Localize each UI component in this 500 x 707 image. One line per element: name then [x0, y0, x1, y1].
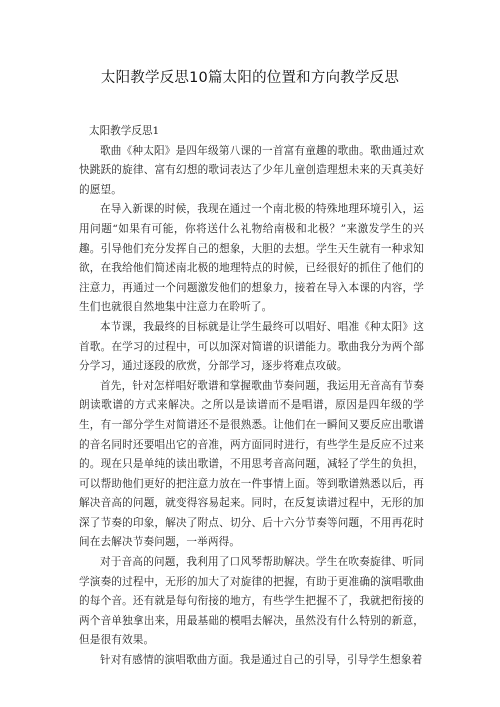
- paragraph: 歌曲《种太阳》是四年级第八课的一首富有童趣的歌曲。歌曲通过欢快跳跃的旋律、富有幻想的歌词表达了少年儿童创造理想未来的天真美好的愿望。: [79, 144, 424, 196]
- page-title: 太阳教学反思10篇太阳的位置和方向教学反思: [100, 70, 400, 86]
- paragraph: 在导入新课的时候，我现在通过一个南北极的特殊地理环境引入，运用问题“如果有可能，你将送什么礼物给南极和北极？”来激发学生的兴趣。引导他们充分发挥自己的想象，大胆的去想。学生天生就有一种求知欲，在我给他们简述南北极的地理特点的时候，已经很好的抓住了他们的注意力，再通过一个问题激发他们的想象力，接着在导入本课的内容，学生们也就很自然地集中注意力在聆听了。: [79, 203, 424, 314]
- paragraph: 针对有感情的演唱歌曲方面。我是通过自己的引导，引导学生想象着: [100, 654, 423, 667]
- paragraph: 对于音高的问题，我利用了口风琴帮助解决。学生在吹奏旋律、听同学演奏的过程中，无形的加大了对旋律的把握，有助于更准确的演唱歌曲的每个音。还有就是每句衔接的地方，有些学生把握不了，我就把衔接的两个音单独拿出来，用最基础的模唱去解决，虽然没有什么特别的新意，但是很有效果。: [79, 556, 424, 647]
- paragraph: 本节课，我最终的目标就是让学生最终可以唱好、唱准《种太阳》这首歌。在学习的过程中，可以加深对简谱的识谱能力。歌曲我分为两个部分学习，通过逐段的欣赏，分部学习，逐步将难点攻破。: [79, 320, 424, 373]
- section-heading: 太阳教学反思1: [89, 125, 160, 137]
- paragraph: 首先，针对怎样唱好歌谱和掌握歌曲节奏问题，我运用无音高有节奏朗读歌谱的方式来解决。之所以是读谱而不是唱谱，原因是四年级的学生，有一部分学生对简谱还不是很熟悉。让他们在一瞬间又要反应出歌谱的音名同时还要唱出它的音准，两方面同时进行，有些学生是反应不过来的。现在只是单纯的读出歌谱，不用思考音高问题，减轻了学生的负担，可以帮助他们更好的把注意力放在一件事情上面。等到歌谱熟悉以后，再解决音高的问题，就变得容易起来。同时，在反复读谱过程中，无形的加深了节奏的印象，解决了附点、切分、后十六分节奏等问题，不用再花时间在去解决节奏问题，一举两得。: [79, 379, 424, 549]
- document-body: [79, 122, 424, 671]
